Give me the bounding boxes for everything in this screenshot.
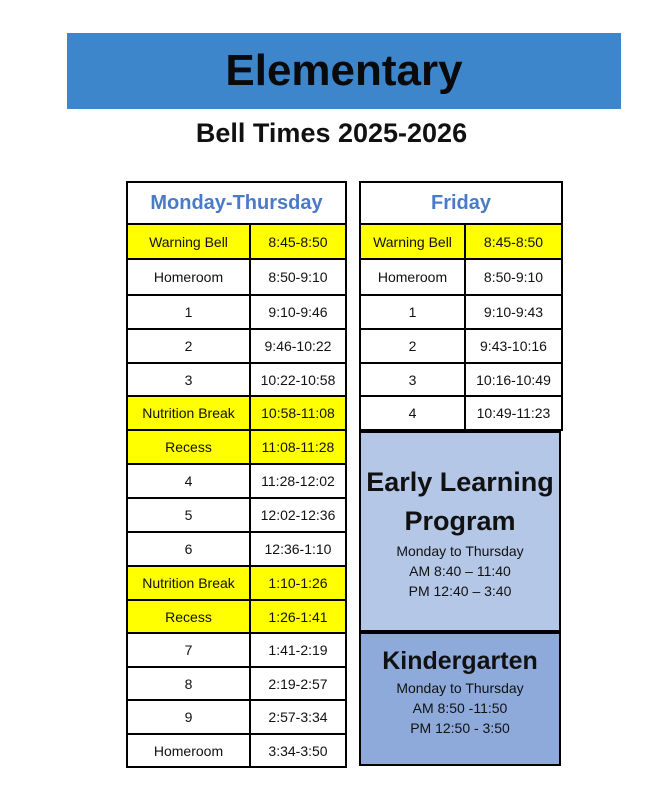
- friday-heading: Friday: [360, 182, 562, 224]
- period-name: Nutrition Break: [127, 396, 250, 430]
- period-name: Homeroom: [360, 259, 465, 295]
- period-time: 10:49-11:23: [465, 396, 562, 430]
- early-learning-panel: [359, 431, 561, 632]
- kindergarten-am: AM 8:50 -11:50: [412, 700, 508, 716]
- schedule-row: [127, 430, 346, 464]
- page-subtitle: Bell Times 2025-2026: [195, 118, 468, 148]
- period-time: 10:16-10:49: [465, 363, 562, 396]
- schedule-row: [127, 259, 346, 295]
- period-name: 1: [127, 295, 250, 329]
- early-learning-am: AM 8:40 – 11:40: [409, 563, 511, 579]
- period-name: 6: [127, 532, 250, 566]
- period-name: Homeroom: [127, 259, 250, 295]
- period-time: 9:43-10:16: [465, 329, 562, 363]
- monday-thursday-table: [126, 181, 347, 768]
- period-time: 8:45-8:50: [465, 224, 562, 259]
- period-time: 1:10-1:26: [250, 566, 346, 600]
- period-time: 9:10-9:46: [250, 295, 346, 329]
- schedule-row: [127, 667, 346, 700]
- period-time: 11:08-11:28: [250, 430, 346, 464]
- schedule-row: [360, 259, 562, 295]
- schedule-row: [127, 464, 346, 498]
- period-time: 8:50-9:10: [465, 259, 562, 295]
- schedule-row: [127, 498, 346, 532]
- monday-thursday-heading: Monday-Thursday: [127, 182, 346, 224]
- period-time: 12:36-1:10: [250, 532, 346, 566]
- schedule-row: [127, 295, 346, 329]
- period-time: 2:19-2:57: [250, 667, 346, 700]
- period-name: 8: [127, 667, 250, 700]
- period-name: 2: [127, 329, 250, 363]
- period-time: 9:46-10:22: [250, 329, 346, 363]
- period-name: Warning Bell: [127, 224, 250, 259]
- period-time: 9:10-9:43: [465, 295, 562, 329]
- schedule-row: [127, 734, 346, 767]
- period-time: 10:58-11:08: [250, 396, 346, 430]
- schedule-row: [360, 329, 562, 363]
- early-learning-pm: PM 12:40 – 3:40: [408, 583, 512, 599]
- period-time: 8:45-8:50: [250, 224, 346, 259]
- period-time: 8:50-9:10: [250, 259, 346, 295]
- period-name: Recess: [127, 600, 250, 633]
- schedule-row: [127, 566, 346, 600]
- period-name: 4: [127, 464, 250, 498]
- schedule-row: [127, 396, 346, 430]
- period-time: 2:57-3:34: [250, 700, 346, 734]
- period-time: 11:28-12:02: [250, 464, 346, 498]
- schedule-row: [127, 600, 346, 633]
- schedule-row: [360, 363, 562, 396]
- period-name: 9: [127, 700, 250, 734]
- kindergarten-pm: PM 12:50 - 3:50: [410, 720, 510, 736]
- period-name: 4: [360, 396, 465, 430]
- period-name: 3: [127, 363, 250, 396]
- schedule-row: [127, 363, 346, 396]
- early-learning-title-line2: Program: [404, 506, 516, 536]
- schedule-row: [127, 700, 346, 734]
- period-name: Nutrition Break: [127, 566, 250, 600]
- period-time: 12:02-12:36: [250, 498, 346, 532]
- period-name: 3: [360, 363, 465, 396]
- kindergarten-days: Monday to Thursday: [396, 680, 524, 696]
- schedule-row: [360, 396, 562, 430]
- period-name: Homeroom: [127, 734, 250, 767]
- period-time: 1:41-2:19: [250, 633, 346, 667]
- early-learning-title-line1: Early Learning: [366, 467, 554, 497]
- kindergarten-panel: [359, 632, 561, 766]
- kindergarten-title: Kindergarten: [382, 647, 538, 675]
- period-time: 1:26-1:41: [250, 600, 346, 633]
- friday-table: [359, 181, 563, 431]
- period-name: Warning Bell: [360, 224, 465, 259]
- early-learning-days: Monday to Thursday: [396, 543, 524, 559]
- schedule-row: [127, 224, 346, 259]
- period-name: 7: [127, 633, 250, 667]
- period-name: 1: [360, 295, 465, 329]
- period-name: 2: [360, 329, 465, 363]
- period-name: Recess: [127, 430, 250, 464]
- schedule-row: [127, 633, 346, 667]
- title-banner: [67, 33, 621, 109]
- schedule-row: [360, 224, 562, 259]
- period-time: 3:34-3:50: [250, 734, 346, 767]
- schedule-row: [127, 329, 346, 363]
- period-name: 5: [127, 498, 250, 532]
- page-title: Elementary: [225, 46, 463, 95]
- period-time: 10:22-10:58: [250, 363, 346, 396]
- schedule-row: [360, 295, 562, 329]
- schedule-row: [127, 532, 346, 566]
